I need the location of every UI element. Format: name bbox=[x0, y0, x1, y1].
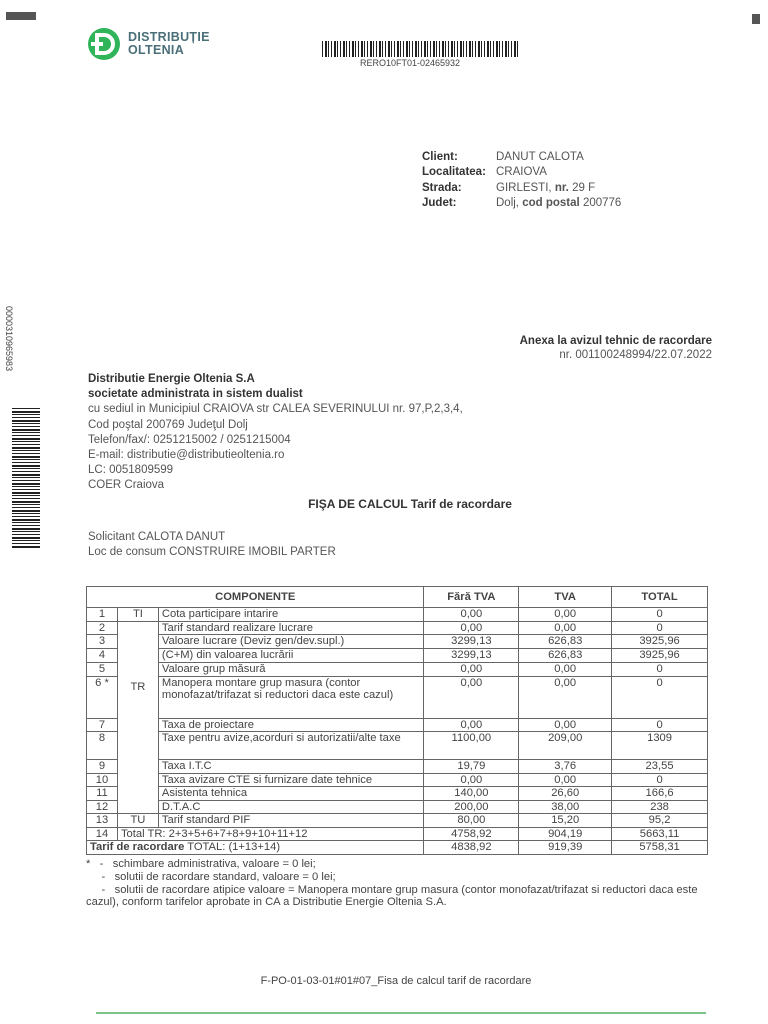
row-fara-tva: 80,00 bbox=[424, 814, 519, 828]
company-line: COER Craiova bbox=[88, 479, 165, 492]
side-barcode bbox=[12, 408, 40, 548]
grand-total-label: Tarif de racordare TOTAL: (1+13+14) bbox=[87, 841, 424, 855]
table-row bbox=[87, 800, 708, 814]
table-row bbox=[87, 773, 708, 787]
row-number: 12 bbox=[87, 800, 118, 814]
row-total: 0 bbox=[612, 676, 708, 718]
grand-total-total: 5758,31 bbox=[612, 841, 708, 855]
row-description: Valoare grup măsură bbox=[158, 663, 424, 677]
note-line: - solutii de racordare standard, valoare = 0 lei; bbox=[86, 870, 336, 883]
scan-marker bbox=[6, 12, 36, 20]
header-total: TOTAL bbox=[612, 587, 708, 608]
row-fara-tva: 3299,13 bbox=[424, 635, 519, 649]
row-description: Tarif standard realizare lucrare bbox=[158, 621, 424, 635]
client-value: DANUT CALOTA bbox=[496, 151, 584, 163]
row-number: 10 bbox=[87, 773, 118, 787]
note-line: * - schimbare administrativa, valoare = 0 lei; bbox=[86, 858, 316, 870]
scan-marker bbox=[752, 14, 760, 24]
table-row bbox=[87, 663, 708, 677]
company-line: Telefon/fax/: 0251215002 / 0251215004 bbox=[88, 433, 291, 446]
anexa-title: Anexa la avizul tehnic de racordare bbox=[519, 335, 712, 347]
row-number: 2 bbox=[87, 621, 118, 635]
table-row bbox=[87, 718, 708, 732]
row-total: 3925,96 bbox=[612, 649, 708, 663]
row-fara-tva: 0,00 bbox=[424, 608, 519, 622]
company-logo bbox=[86, 26, 210, 62]
total-tr-row bbox=[87, 827, 708, 841]
barcode bbox=[322, 41, 518, 57]
group-tr: TR bbox=[117, 621, 158, 814]
table-row bbox=[87, 649, 708, 663]
row-total: 0 bbox=[612, 608, 708, 622]
row-number: 4 bbox=[87, 649, 118, 663]
note-line: - solutii de racordare atipice valoare = Manopera montare grup masura (contor monofazat/trifazat si reductori daca este cazul), conform tarifelor aprobate in CA a Distributie Energie Oltenia S.A. bbox=[86, 883, 701, 909]
client-block bbox=[422, 150, 621, 211]
table-row bbox=[87, 814, 708, 828]
table-row bbox=[87, 676, 708, 718]
group-ti: TI bbox=[117, 608, 158, 622]
grand-total-fara-tva: 4838,92 bbox=[424, 841, 519, 855]
row-number: 7 bbox=[87, 718, 118, 732]
barcode-number: RERO10FT01-02465932 bbox=[360, 58, 461, 68]
company-line: cu sediul in Municipiul CRAIOVA str CALEA SEVERINULUI nr. 97,P,2,3,4, bbox=[88, 403, 463, 416]
row-tva: 209,00 bbox=[519, 732, 612, 760]
row-fara-tva: 1100,00 bbox=[424, 732, 519, 760]
table-row bbox=[87, 787, 708, 801]
solicitant-block bbox=[88, 530, 336, 560]
table-row bbox=[87, 608, 708, 622]
row-fara-tva: 140,00 bbox=[424, 787, 519, 801]
row-fara-tva: 200,00 bbox=[424, 800, 519, 814]
row-tva: 0,00 bbox=[519, 718, 612, 732]
nr-label: nr. bbox=[554, 181, 569, 194]
row-description: Taxe pentru avize,acorduri si autorizatii/alte taxe bbox=[158, 732, 424, 760]
row-description: Asistenta tehnica bbox=[158, 787, 424, 801]
row-tva: 0,00 bbox=[519, 663, 612, 677]
row-number: 11 bbox=[87, 787, 118, 801]
row-description: (C+M) din valoarea lucrării bbox=[158, 649, 424, 663]
logo-line1: DISTRIBUȚIE bbox=[128, 30, 210, 44]
row-tva: 0,00 bbox=[519, 621, 612, 635]
strada-value: GIRLESTI, bbox=[496, 181, 552, 194]
row-total: 0 bbox=[612, 663, 708, 677]
row-tva: 15,20 bbox=[519, 814, 612, 828]
localitate-value: CRAIOVA bbox=[496, 166, 547, 179]
side-number: 0000310965983 bbox=[4, 306, 14, 372]
row-tva: 626,83 bbox=[519, 649, 612, 663]
client-label: Client: bbox=[422, 151, 458, 163]
row-tva: 38,00 bbox=[519, 800, 612, 814]
cod-label: cod postal bbox=[522, 196, 580, 209]
localitate-label: Localitatea: bbox=[422, 166, 486, 179]
nr-value: 29 F bbox=[572, 181, 596, 194]
company-line: Cod poştal 200769 Judeţul Dolj bbox=[88, 418, 248, 431]
document-title: FIŞA DE CALCUL Tarif de racordare bbox=[308, 497, 512, 511]
footer-code: F-PO-01-03-01#01#07_Fisa de calcul tarif de racordare bbox=[260, 975, 532, 987]
row-tva: 626,83 bbox=[519, 635, 612, 649]
row-total: 1309 bbox=[612, 732, 708, 760]
row-description: Manopera montare grup masura (contor monofazat/trifazat si reductori daca este cazul) bbox=[158, 676, 424, 718]
table-row bbox=[87, 760, 708, 774]
row-description: Cota participare intarire bbox=[158, 608, 424, 622]
anexa-number: nr. 001100248994/22.07.2022 bbox=[559, 349, 712, 361]
row-number: 13 bbox=[87, 814, 118, 828]
row-total: 5663,11 bbox=[612, 827, 708, 841]
header-componente: COMPONENTE bbox=[87, 587, 424, 608]
logo-line2: OLTENIA bbox=[128, 43, 185, 57]
row-total: 0 bbox=[612, 718, 708, 732]
table-header-row bbox=[87, 587, 708, 608]
row-fara-tva: 0,00 bbox=[424, 718, 519, 732]
row-number: 9 bbox=[87, 760, 118, 774]
footer-divider bbox=[96, 1012, 706, 1014]
group-tu: TU bbox=[117, 814, 158, 828]
company-subtitle: societate administrata in sistem dualist bbox=[88, 388, 303, 401]
notes bbox=[86, 858, 706, 909]
row-total: 238 bbox=[612, 800, 708, 814]
judet-value: Dolj, bbox=[496, 196, 520, 209]
table-row bbox=[87, 732, 708, 760]
row-tva: 26,60 bbox=[519, 787, 612, 801]
row-fara-tva: 4758,92 bbox=[424, 827, 519, 841]
row-total: 0 bbox=[612, 773, 708, 787]
company-line: E-mail: distributie@distributieoltenia.ro bbox=[88, 449, 285, 462]
company-line: LC: 0051809599 bbox=[88, 464, 174, 477]
row-fara-tva: 0,00 bbox=[424, 621, 519, 635]
row-total: 3925,96 bbox=[612, 635, 708, 649]
judet-label: Judet: bbox=[422, 196, 457, 209]
company-block bbox=[88, 372, 463, 494]
row-number: 3 bbox=[87, 635, 118, 649]
row-description: D.T.A.C bbox=[158, 800, 424, 814]
row-fara-tva: 0,00 bbox=[424, 663, 519, 677]
row-number: 8 bbox=[87, 732, 118, 760]
row-description: Taxa I.T.C bbox=[158, 760, 424, 774]
row-tva: 0,00 bbox=[519, 773, 612, 787]
anexa-block bbox=[520, 334, 712, 362]
header-tva: TVA bbox=[519, 587, 612, 608]
row-description: Taxa avizare CTE si furnizare date tehnice bbox=[158, 773, 424, 787]
row-number: 14 bbox=[87, 827, 118, 841]
row-total: 0 bbox=[612, 621, 708, 635]
row-tva: 3,76 bbox=[519, 760, 612, 774]
distributie-oltenia-logo-icon bbox=[86, 26, 122, 62]
header-fara-tva: Fără TVA bbox=[424, 587, 519, 608]
loc-consum: Loc de consum CONSTRUIRE IMOBIL PARTER bbox=[88, 546, 336, 558]
calculation-table bbox=[86, 586, 708, 855]
strada-label: Strada: bbox=[422, 181, 462, 194]
company-name: Distributie Energie Oltenia S.A bbox=[88, 373, 255, 385]
cod-value: 200776 bbox=[582, 196, 622, 209]
row-description: Tarif standard PIF bbox=[158, 814, 424, 828]
row-fara-tva: 0,00 bbox=[424, 676, 519, 718]
row-description: Valoare lucrare (Deviz gen/dev.supl.) bbox=[158, 635, 424, 649]
row-number: 6 * bbox=[87, 676, 118, 718]
table-row bbox=[87, 635, 708, 649]
row-tva: 0,00 bbox=[519, 608, 612, 622]
row-total: 166,6 bbox=[612, 787, 708, 801]
row-description: Taxa de proiectare bbox=[158, 718, 424, 732]
row-number: 5 bbox=[87, 663, 118, 677]
table-row bbox=[87, 621, 708, 635]
grand-total-row bbox=[87, 841, 708, 855]
row-fara-tva: 19,79 bbox=[424, 760, 519, 774]
row-total: 23,55 bbox=[612, 760, 708, 774]
row-total: 95,2 bbox=[612, 814, 708, 828]
solicitant: Solicitant CALOTA DANUT bbox=[88, 531, 226, 543]
row-fara-tva: 0,00 bbox=[424, 773, 519, 787]
row-tva: 0,00 bbox=[519, 676, 612, 718]
row-tva: 904,19 bbox=[519, 827, 612, 841]
row-number: 1 bbox=[87, 608, 118, 622]
row-fara-tva: 3299,13 bbox=[424, 649, 519, 663]
grand-total-tva: 919,39 bbox=[519, 841, 612, 855]
row-description: Total TR: 2+3+5+6+7+8+9+10+11+12 bbox=[117, 827, 423, 841]
